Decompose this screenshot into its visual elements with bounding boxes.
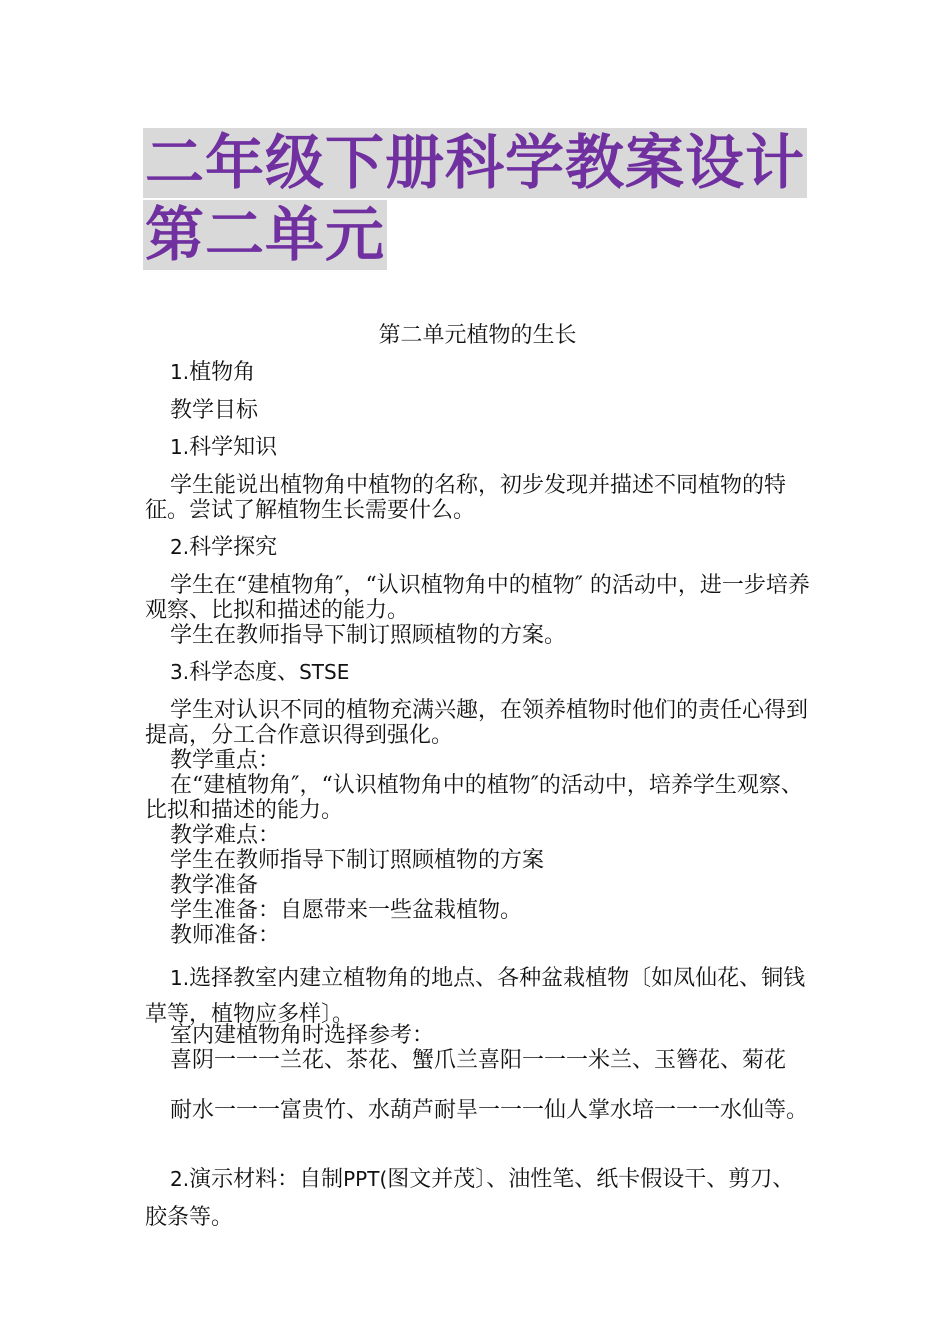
objective-2-text: 学生在“建植物角″，“认识植物角中的植物″ 的活动中，进一步培养观察、比拟和描述的能力。 — [145, 573, 810, 623]
key-point-label: 教学重点： — [170, 748, 281, 773]
title-line-1: 二年级下册科学教案设计 — [145, 128, 806, 197]
teacher-preparation-label: 教师准备： — [170, 923, 281, 948]
objective-3-number: 3. — [170, 660, 190, 684]
lesson-number: 1. — [170, 360, 190, 384]
objective-1-heading — [145, 435, 810, 460]
objective-3-title-stse: STSE — [299, 660, 350, 684]
objective-1-title: 科学知识 — [189, 435, 278, 460]
objective-2-text-2: 学生在教师指导下制订照顾植物的方案。 — [170, 623, 567, 648]
preparation-heading: 教学准备 — [170, 873, 259, 898]
teacher-prep-item-1-text: 选择教室内建立植物角的地点、各种盆栽植物〔如凤仙花、铜钱草等，植物应多样〕。 — [145, 966, 806, 1027]
reference-line-2: 耐水一一一富贵竹、水葫芦耐旱一一一仙人掌水培一一一水仙等。 — [170, 1098, 809, 1123]
objective-2-heading — [145, 535, 810, 560]
difficulty-text: 学生在教师指导下制订照顾植物的方案 — [170, 848, 545, 873]
objective-3-title: 科学态度、 — [189, 660, 300, 685]
objective-1-text: 学生能说出植物角中植物的名称，初步发现并描述不同植物的特征。尝试了解植物生长需要什么。 — [145, 473, 787, 523]
teacher-prep-item-2-number: 2. — [170, 1167, 190, 1191]
lesson-name: 植物角 — [189, 360, 256, 385]
teacher-prep-item-2-text-c: 图文并茂〕、油性笔、纸卡假设干、剪刀、胶条等。 — [145, 1167, 795, 1230]
unit-heading: 第二单元植物的生长 — [378, 323, 577, 348]
objective-1-number: 1. — [170, 435, 190, 459]
lesson-heading — [145, 360, 810, 385]
objectives-heading: 教学目标 — [170, 398, 259, 423]
teacher-prep-item-2 — [145, 1160, 810, 1237]
objective-2-title: 科学探究 — [189, 535, 278, 560]
key-point-text: 在“建植物角″，“认识植物角中的植物″的活动中，培养学生观察、比拟和描述的能力。 — [145, 773, 803, 823]
objective-3-text: 学生对认识不同的植物充满兴趣，在领养植物时他们的责任心得到提高，分工合作意识得到强化。 — [145, 698, 809, 748]
title-line-2: 第二单元 — [145, 200, 386, 269]
teacher-prep-item-2-ppt: PPT( — [343, 1167, 388, 1191]
student-preparation: 学生准备：自愿带来一些盆栽植物。 — [170, 898, 523, 923]
indoor-reference-label: 室内建植物角时选择参考： — [170, 1023, 435, 1048]
objective-3-heading — [145, 660, 810, 685]
objective-2-number: 2. — [170, 535, 190, 559]
reference-line-1: 喜阴一一一兰花、茶花、蟹爪兰喜阳一一一米兰、玉簪花、菊花 — [170, 1048, 787, 1073]
difficulty-label: 教学难点： — [170, 823, 281, 848]
teacher-prep-item-1-number: 1. — [170, 966, 190, 990]
teacher-prep-item-2-text-a: 演示材料：自制 — [189, 1167, 344, 1192]
